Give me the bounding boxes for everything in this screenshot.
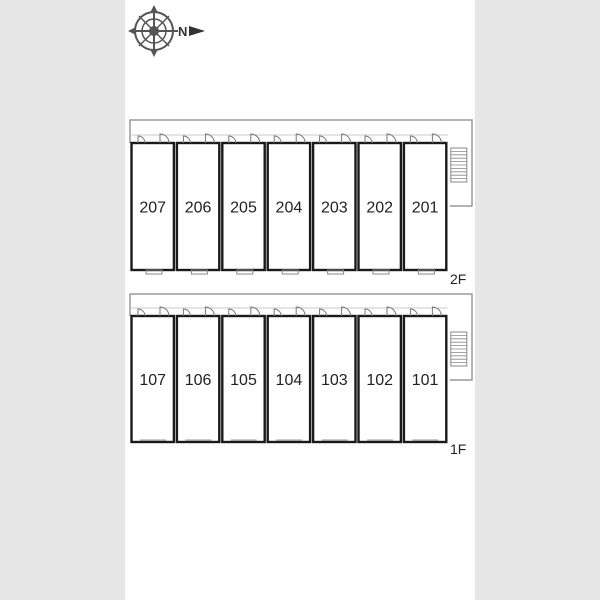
room-number-label: 207 xyxy=(139,199,167,217)
room-104 xyxy=(268,307,310,442)
room-number-label: 107 xyxy=(139,372,167,389)
room-101 xyxy=(404,307,446,442)
compass-rose-icon xyxy=(128,5,178,57)
room-207 xyxy=(132,134,174,274)
room-number-label: 205 xyxy=(230,199,257,217)
floor-1f xyxy=(130,294,472,457)
floor-label: 1F xyxy=(450,441,467,457)
north-arrow-icon xyxy=(189,26,205,36)
room-201 xyxy=(404,134,446,274)
room-204 xyxy=(268,134,310,274)
room-202 xyxy=(359,134,401,274)
room-number-label: 103 xyxy=(320,372,348,389)
room-number-label: 105 xyxy=(230,372,257,389)
room-205 xyxy=(222,134,264,274)
room-206 xyxy=(177,134,219,274)
room-number-label: 203 xyxy=(320,199,348,217)
room-number-label: 202 xyxy=(366,199,394,217)
room-number-label: 204 xyxy=(275,199,303,217)
room-number-label: 101 xyxy=(411,372,439,389)
staircase-icon xyxy=(451,148,467,182)
compass-north-label: N xyxy=(178,24,188,39)
room-107 xyxy=(132,307,174,442)
room-number-label: 206 xyxy=(184,199,212,217)
room-number-label: 104 xyxy=(275,372,303,389)
room-103 xyxy=(313,307,355,442)
room-number-label: 102 xyxy=(366,372,394,389)
room-number-label: 201 xyxy=(411,199,439,217)
room-number-label: 106 xyxy=(184,372,212,389)
staircase-icon xyxy=(451,332,467,366)
room-203 xyxy=(313,134,355,274)
room-105 xyxy=(222,307,264,442)
floor-label: 2F xyxy=(450,271,467,287)
floor-2f xyxy=(130,120,472,287)
room-106 xyxy=(177,307,219,442)
room-102 xyxy=(359,307,401,442)
